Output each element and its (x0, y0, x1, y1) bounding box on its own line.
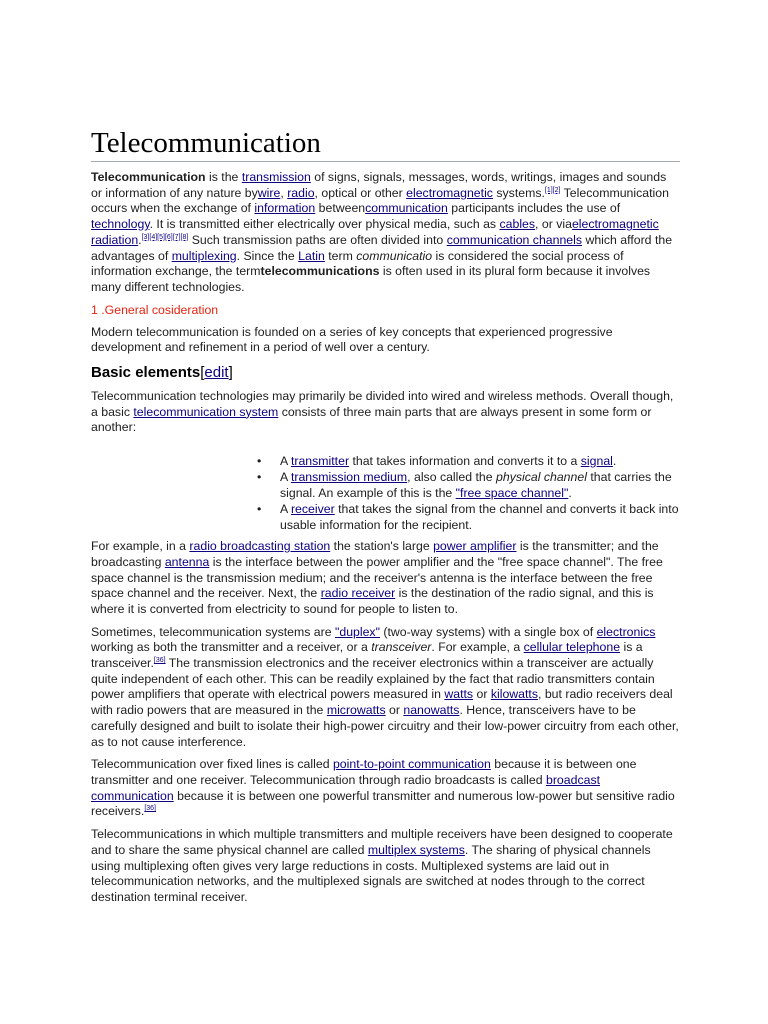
link-watts[interactable]: watts (444, 687, 474, 702)
text: , optical or other (314, 185, 407, 200)
modern-paragraph: Modern telecommunication is founded on a series of key concepts that experienced progressive development and refinement in a period of well over a century. (91, 324, 613, 355)
multiplex-paragraph (91, 827, 680, 906)
list-item (280, 469, 680, 501)
link-multiplex-systems[interactable]: multiplex systems (367, 842, 465, 857)
text: A (280, 470, 291, 485)
text: working as both the transmitter and a receiver, or a (91, 640, 372, 655)
text: , or via (535, 217, 572, 232)
text: is the destination of the radio signal, and this is where it is converted from electricity to sound for people to listen to. (91, 586, 654, 616)
citation-1-2[interactable]: [1][2] (544, 186, 561, 194)
text: consists of three main parts that are always present in some form or another: (91, 404, 652, 435)
text: , also called the (407, 470, 497, 485)
link-radio[interactable]: radio (287, 185, 315, 200)
text: is the transmitter; and the broadcasting (91, 539, 659, 569)
text: is a transceiver. (91, 640, 643, 671)
text: between (315, 201, 366, 216)
citation-36[interactable]: [36] (153, 656, 166, 664)
link-latin[interactable]: Latin (298, 248, 325, 263)
text: . (612, 454, 617, 469)
fixed-lines-paragraph (91, 757, 680, 820)
text: Telecommunication technologies may primarily be divided into wired and wireless methods. Overall though, a basic (91, 389, 674, 419)
text: participants includes the use of (447, 201, 621, 216)
text: A (280, 502, 291, 517)
text: term (324, 248, 357, 263)
link-power-amplifier[interactable]: power amplifier (433, 539, 517, 554)
link-electromagnetic-radiation[interactable]: electromagnetic radiation (91, 217, 659, 247)
link-radio-receiver[interactable]: radio receiver (320, 586, 396, 601)
text: is often used in its plural form because it involves many different technologies. (91, 264, 651, 294)
link-radio-broadcasting-station[interactable]: radio broadcasting station (189, 539, 331, 554)
section-heading-general: 1 .General cosideration (91, 302, 219, 317)
parts-list (91, 453, 680, 533)
list-item (280, 453, 680, 469)
text: Such transmission paths are often divided into (188, 232, 447, 247)
text: . Since the (236, 248, 299, 263)
link-signal[interactable]: signal (580, 454, 613, 469)
edit-section (200, 364, 233, 381)
text: Telecommunications in which multiple transmitters and multiple receivers have been designed to cooperate and to share the same physical channel are called (91, 827, 673, 857)
text: is the interface between the power amplifier and the "free space channel". The free space channel is the transmission medium; and the receiver's antenna is the interface between the free space channel and the receiver. Next, the (91, 554, 663, 601)
text: which afford the advantages of (91, 232, 673, 263)
text: . Hence, transceivers have to be carefully designed and built to isolate their high-power circuitry and their low-power circuitry from each other, as to not cause interference. (91, 703, 679, 749)
text: that takes the signal from the channel and converts it back into usable information for the recipient. (280, 502, 679, 533)
link-free-space-channel[interactable]: "free space channel" (455, 486, 569, 501)
text: or (473, 687, 491, 702)
link-cables[interactable]: cables (499, 217, 536, 232)
link-transmitter[interactable]: transmitter (290, 454, 350, 469)
text: because it is between one transmitter and one receiver. Telecommunication through radio broadcasts is called (91, 757, 637, 787)
text: Sometimes, telecommunication systems are (91, 624, 335, 639)
page-title: Telecommunication (91, 126, 680, 162)
example-paragraph (91, 539, 680, 618)
text: that carries the signal. An example of this is the (280, 470, 672, 501)
text: . (568, 486, 572, 501)
link-transmission-medium[interactable]: transmission medium (290, 470, 408, 485)
link-communication[interactable]: communication (365, 201, 448, 216)
bracket: [ (200, 364, 205, 382)
text: . The sharing of physical channels using multiplexing often gives very large reductions in costs. Multiplexed systems are laid out in telecommunication networks, and the multiplexed signals are switched at nodes through to the correct destination terminal receiver. (91, 842, 651, 904)
text: Telecommunication over fixed lines is called (91, 757, 333, 772)
text: is the (205, 170, 242, 184)
link-point-to-point[interactable]: point-to-point communication (332, 757, 491, 772)
link-information[interactable]: information (254, 201, 316, 216)
text: . It is transmitted either electrically over physical media, such as (149, 217, 500, 232)
text: , (280, 185, 288, 200)
text: . For example, a (431, 640, 524, 655)
text: For example, in a (91, 539, 190, 554)
link-cellular-telephone[interactable]: cellular telephone (523, 640, 621, 655)
text: (two-way systems) with a single box of (379, 624, 597, 639)
term-telecommunications: telecommunications (260, 264, 380, 279)
text: systems. (492, 185, 545, 200)
text: the station's large (330, 539, 434, 554)
text: or (385, 703, 404, 718)
text: because it is between one powerful transmitter and numerous low-power but sensitive radio receivers. (91, 788, 675, 819)
term-physical-channel: physical channel (496, 470, 587, 485)
term-communicatio: communicatio (356, 248, 433, 263)
technologies-paragraph (91, 389, 680, 436)
link-electronics[interactable]: electronics (596, 624, 656, 639)
bracket: ] (228, 364, 233, 382)
link-receiver[interactable]: receiver (290, 502, 335, 517)
text: is considered the social process of information exchange, the term (91, 248, 624, 279)
term-transceiver: transceiver (371, 640, 432, 655)
link-electromagnetic[interactable]: electromagnetic (406, 185, 493, 200)
text: of signs, signals, messages, words, writings, images and sounds or information of any nature by (91, 170, 667, 200)
link-antenna[interactable]: antenna (164, 554, 210, 569)
section-heading-basic-elements (91, 363, 680, 383)
intro-paragraph (91, 170, 680, 296)
link-duplex[interactable]: "duplex" (334, 624, 380, 639)
text: Telecommunication occurs when the exchange of (91, 185, 669, 216)
link-multiplexing[interactable]: multiplexing (171, 248, 237, 263)
heading-text: Basic elements (91, 364, 201, 382)
citation-3-8[interactable]: [3][4][5][6][7][8] (141, 233, 189, 241)
link-telecommunication-system[interactable]: telecommunication system (133, 404, 279, 419)
link-transmission[interactable]: transmission (241, 170, 311, 184)
link-wire[interactable]: wire (257, 185, 281, 200)
article-content (91, 126, 680, 906)
text: , but radio receivers deal with radio powers that are measured in the (91, 687, 673, 718)
link-technology[interactable]: technology (91, 217, 150, 232)
text: A (280, 454, 291, 469)
lead-term: Telecommunication (91, 170, 206, 184)
duplex-paragraph (91, 625, 680, 751)
text: that takes information and converts it to a (349, 454, 581, 469)
list-item (280, 501, 680, 533)
text: The transmission electronics and the receiver electronics within a transceiver are actually quite independent of each other. This can be readily explained by the fact that radio transmitters contain power amplifiers that operate with electrical powers measured in (91, 656, 655, 702)
link-broadcast-communication[interactable]: broadcast communication (91, 772, 601, 803)
link-kilowatts[interactable]: kilowatts (490, 687, 538, 702)
link-communication-channels[interactable]: communication channels (446, 232, 583, 247)
link-microwatts[interactable]: microwatts (326, 703, 386, 718)
text: . (138, 232, 142, 247)
edit-link[interactable]: edit (204, 364, 229, 382)
link-nanowatts[interactable]: nanowatts (403, 703, 460, 718)
citation-36[interactable]: [36] (144, 805, 156, 813)
